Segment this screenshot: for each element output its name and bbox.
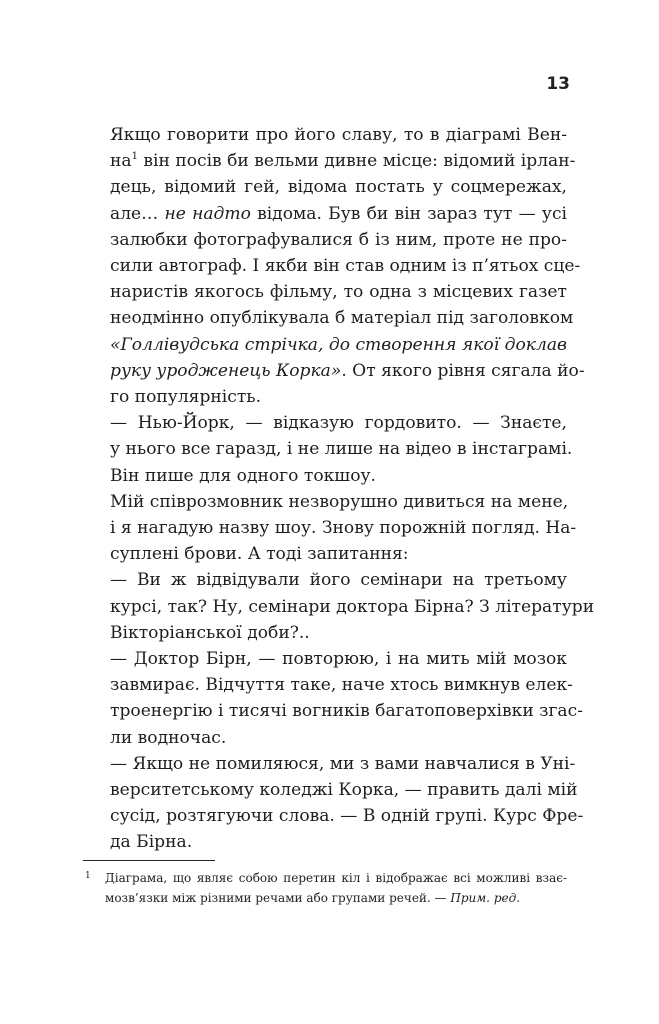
text-line: — Доктор Бірн, — повторюю, і на мить мій мозок	[110, 649, 567, 670]
footnote-line: Діаграма, що являє собою перетин кіл і відображає всі можливі взає-	[105, 871, 567, 885]
text-line: да Бірна.	[110, 832, 193, 853]
text-line: і я нагадую назву шоу. Знову порожній погляд. На-	[110, 518, 577, 539]
paragraph	[83, 646, 583, 751]
text-line: — Ви ж відвідували його семінари на третьому	[110, 570, 567, 591]
text-line: верситетському коледжі Корка, — править далі мій	[110, 780, 578, 801]
text-line: сусід, розтягуючи слова. — В одній групі. Курс Фре-	[110, 806, 584, 827]
text-line: троенергію і тисячі вогників багатоповерхівки згас-	[110, 701, 583, 722]
emphasis-text: не надто	[164, 203, 251, 224]
text-line: Мій співрозмовник незворушно дивиться на мене,	[110, 491, 569, 512]
text-line: — Нью-Йорк, — відказую гордовито. — Знаєте,	[110, 413, 567, 434]
footnote-line: мозв’язки між різними речами або групами речей. — Прим. ред.	[105, 890, 521, 905]
text-line: але… не надто відома. Був би він зараз тут — усі	[110, 203, 567, 224]
text-line: Вікторіанської доби?..	[110, 622, 310, 643]
text-line: Він пише для одного токшоу.	[110, 465, 376, 486]
paragraph	[83, 410, 573, 489]
text-line: сили автограф. І якби він став одним із п’ятьох сце-	[110, 256, 581, 277]
body-text	[83, 122, 595, 856]
text-line: Якщо говорити про його славу, то в діаграмі Вен-	[110, 125, 567, 145]
text-line: дець, відомий гей, відома постать у соцмережах,	[110, 177, 567, 198]
footnote-number: 1	[85, 871, 91, 881]
text-line: го популярність.	[110, 387, 262, 408]
text-line: суплені брови. А тоді запитання:	[110, 544, 409, 565]
emphasis-text: «Голлівудська стрічка, до створення якої доклав	[110, 334, 567, 355]
text-line: на$^1$ він посів би вельми дивне місце: відомий ірлан-	[110, 151, 576, 172]
text-line: неодмінно опублікувала б матеріал під заголовком	[110, 308, 574, 329]
footnote	[83, 869, 567, 908]
text-line: — Якщо не помиляюся, ми з вами навчалися в Уні-	[110, 753, 576, 774]
text-line: ли водночас.	[110, 727, 227, 748]
paragraph	[83, 567, 595, 646]
paragraph	[83, 751, 584, 856]
text-line: руку уродженець Корка». От якого рівня сягала йо-	[110, 360, 585, 381]
footnote-divider	[83, 860, 215, 861]
text-line: у нього все гаразд, і не лише на відео в інстаграмі.	[110, 439, 573, 460]
emphasis-text: руку уродженець Корка»	[110, 360, 342, 381]
text-line: залюбки фотографувалися б із ним, проте не про-	[110, 229, 567, 250]
text-line: завмирає. Відчуття таке, наче хтось вимкнув елек-	[110, 675, 573, 696]
text-line	[83, 332, 567, 358]
paragraph	[83, 122, 585, 410]
editor-note: Прим. ред.	[450, 890, 521, 905]
page-number: 13	[546, 74, 570, 94]
text-line: курсі, так? Ну, семінари доктора Бірна? З літератури	[110, 596, 595, 617]
footnote-reference: 1	[131, 151, 138, 163]
paragraph	[83, 489, 577, 568]
text-line: наристів якогось фільму, то одна з місцевих газет	[110, 282, 567, 303]
